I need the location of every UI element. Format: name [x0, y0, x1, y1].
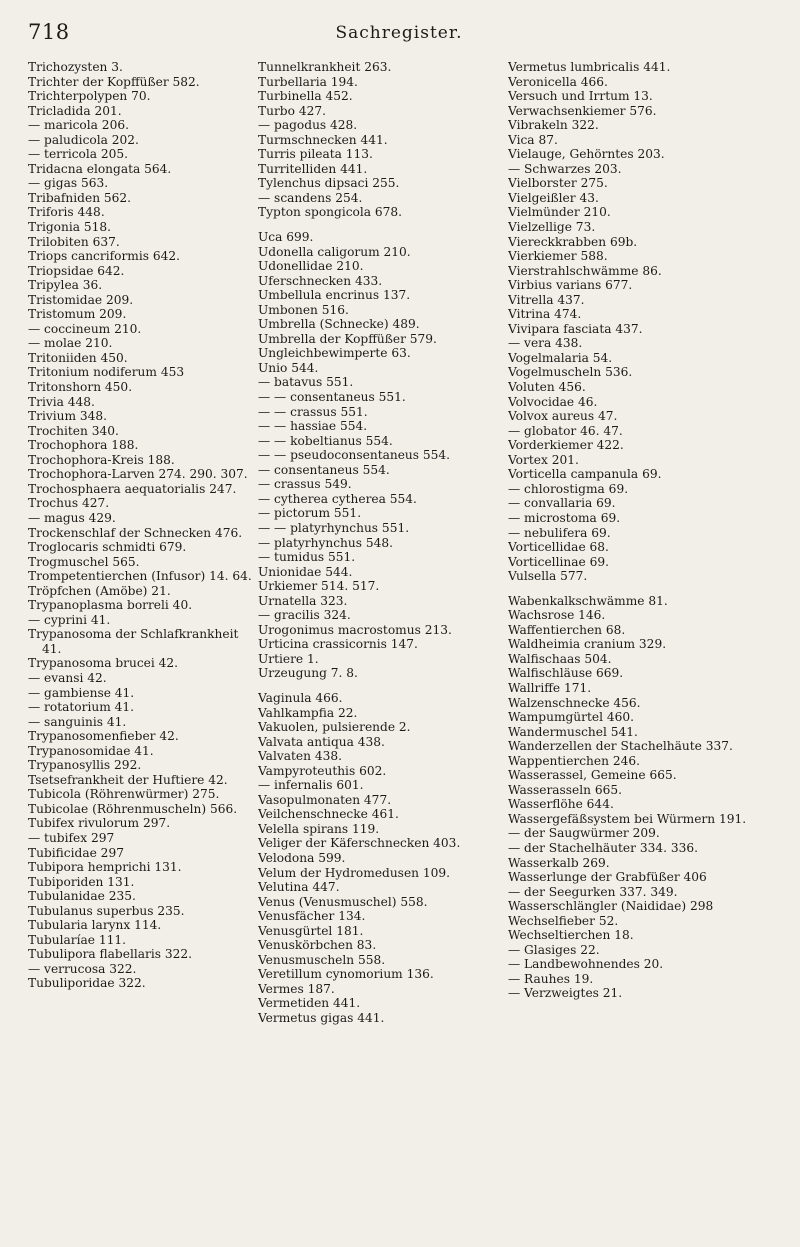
index-entry: — coccineum 210. [28, 321, 142, 336]
index-entry: Vorticellidae 68. [508, 540, 609, 555]
index-entry: Turbinella 452. [258, 89, 353, 104]
index-entry: Vulsella 577. [508, 569, 588, 584]
index-entry: Urkiemer 514. 517. [258, 579, 380, 594]
index-entry: — terricola 205. [28, 147, 129, 162]
index-entry: — pagodus 428. [258, 118, 358, 133]
index-entry: — gracilis 324. [258, 608, 351, 623]
index-entry: Valvaten 438. [258, 749, 342, 764]
index-entry: — verrucosa 322. [28, 961, 137, 976]
index-entry: — Schwarzes 203. [508, 161, 622, 176]
index-entry: — der Saugwürmer 209. [508, 826, 660, 841]
index-entry: — — pseudoconsentaneus 554. [258, 448, 451, 463]
index-entry: Velella spirans 119. [258, 821, 380, 836]
index-entry: Viereckkrabben 69b. [508, 234, 638, 249]
index-entry: — — platyrhynchus 551. [258, 520, 410, 535]
index-entry: Uca 699. [258, 230, 314, 245]
index-entry: Troglocaris schmidti 679. [28, 540, 187, 555]
index-entry: Umbrella der Kopffüßer 579. [258, 331, 437, 346]
index-entry: Tristomidae 209. [28, 292, 134, 307]
index-entry: Trochophora 188. [28, 438, 139, 453]
index-entry: Wechselfieber 52. [508, 913, 619, 928]
index-entry: Voluten 456. [508, 380, 586, 395]
index-entry: Tsetsefrankheit der Huftiere 42. [28, 772, 228, 787]
index-column-1 [28, 60, 258, 1240]
index-entry: Tubulanidae 235. [28, 889, 136, 904]
index-entry: Virbius varians 677. [508, 278, 633, 293]
index-entry: Ungleichbewimperte 63. [258, 346, 411, 361]
index-entry: Vampyroteuthis 602. [258, 763, 387, 778]
index-entry: Trockenschlaf der Schnecken 476. [28, 525, 243, 540]
page-header [28, 20, 770, 50]
index-entry: — chlorostigma 69. [508, 481, 629, 496]
index-entry: Trochophora-Larven 274. 290. 307. [28, 467, 248, 482]
index-entry: Trochus 427. [28, 496, 110, 511]
index-entry: Wasserkalb 269. [508, 855, 610, 870]
index-entry: Tubipora hemprichi 131. [28, 860, 182, 875]
index-entry: Udonella caligorum 210. [258, 244, 411, 259]
index-entry: Vitrella 437. [508, 292, 585, 307]
index-entry: Trichter der Kopffüßer 582. [28, 74, 200, 89]
index-entry: Turbo 427. [258, 103, 326, 118]
index-entry: Urticina crassicornis 147. [258, 637, 418, 652]
index-entry: Trivia 448. [28, 394, 95, 409]
index-entry: Tubifex rivulorum 297. [28, 816, 171, 831]
index-entry: Tristomum 209. [28, 307, 127, 322]
index-entry: Tubuliporidae 322. [28, 976, 146, 991]
index-entry: Vitrina 474. [508, 307, 582, 322]
index-entry: Trochosphaera aequatorialis 247. [28, 481, 237, 496]
index-entry: Wabenkalkschwämme 81. [508, 593, 668, 608]
index-entry: Vibrakeln 322. [508, 118, 599, 133]
index-entry: — Rauhes 19. [508, 971, 594, 986]
index-entry: Venusgürtel 181. [258, 923, 364, 938]
index-entry: Tylenchus dipsaci 255. [258, 176, 400, 191]
index-entry: Tritonshorn 450. [28, 380, 133, 395]
index-entry: — tubifex 297 [28, 830, 115, 845]
index-entry: Trogmuschel 565. [28, 554, 140, 569]
index-entry: Turritelliden 441. [258, 161, 368, 176]
index-entry: Wassergefäßsystem bei Würmern 191. [508, 811, 747, 826]
index-entry: Urzeugung 7. 8. [258, 666, 358, 681]
index-entry: Wandermuschel 541. [508, 724, 638, 739]
index-entry: — tumidus 551. [258, 550, 356, 565]
index-entry: Trilobiten 637. [28, 234, 120, 249]
index-entry: Tricladida 201. [28, 103, 122, 118]
index-entry: Tröpfchen (Amöbe) 21. [28, 583, 171, 598]
index-entry: Veretillum cynomorium 136. [258, 967, 434, 982]
index-entry: Tridacna elongata 564. [28, 161, 172, 176]
index-entry: Walfischaas 504. [508, 651, 612, 666]
index-entry: — paludicola 202. [28, 132, 139, 147]
index-entry: Urtiere 1. [258, 651, 319, 666]
index-entry: Trochophora-Kreis 188. [28, 452, 175, 467]
index-entry: Vielborster 275. [508, 176, 608, 191]
index-entry: — batavus 551. [258, 375, 354, 390]
index-entry: Velodona 599. [258, 850, 346, 865]
index-entry: Walzenschnecke 456. [508, 695, 641, 710]
index-entry: Tubularia larynx 114. [28, 918, 162, 933]
index-entry: Wampumgürtel 460. [508, 710, 634, 725]
index-entry: Turmschnecken 441. [258, 132, 388, 147]
index-entry: Vasopulmonaten 477. [258, 792, 392, 807]
index-entry: Triopsidae 642. [28, 263, 125, 278]
index-entry: Wasserflöhe 644. [508, 797, 614, 812]
index-entry: — der Seegurken 337. 349. [508, 884, 678, 899]
index-entry: Wallriffe 171. [508, 680, 592, 695]
index-entry: — magus 429. [28, 510, 116, 525]
index-entry: — — kobeltianus 554. [258, 433, 393, 448]
index-entry: Vahlkampfia 22. [258, 705, 358, 720]
index-column-2 [258, 60, 508, 1240]
index-entry: — scandens 254. [258, 190, 363, 205]
index-entry: Tubiporiden 131. [28, 874, 135, 889]
index-entry: Venus (Venusmuschel) 558. [258, 894, 428, 909]
index-columns [28, 60, 776, 1240]
index-entry: Vermetus lumbricalis 441. [508, 60, 671, 74]
index-entry: Vielauge, Gehörntes 203. [508, 147, 665, 162]
index-entry: Waffentierchen 68. [508, 622, 626, 637]
index-entry: Urnatella 323. [258, 593, 348, 608]
index-entry: — gambiense 41. [28, 685, 135, 700]
index-entry: Wasserlunge der Grabfüßer 406 [508, 870, 707, 885]
index-entry: Triops cancriformis 642. [28, 249, 181, 264]
index-entry: Udonellidae 210. [258, 259, 364, 274]
index-entry: — consentaneus 554. [258, 462, 390, 477]
index-entry: Vielmünder 210. [508, 205, 611, 220]
index-entry: Vielzellige 73. [508, 220, 596, 235]
index-entry: — der Stachelhäuter 334. 336. [508, 840, 698, 855]
index-column-3 [508, 60, 776, 1240]
index-entry: — — consentaneus 551. [258, 390, 406, 405]
index-entry: Venusmuscheln 558. [258, 952, 386, 967]
index-entry: Trivium 348. [28, 409, 108, 424]
index-entry: Wasserasseln 665. [508, 782, 623, 797]
index-entry: Umbellula encrinus 137. [258, 288, 411, 303]
index-entry: Trichozysten 3. [28, 60, 123, 74]
index-entry: Trypanosoma brucei 42. [28, 656, 179, 671]
index-entry: Tubificidae 297 [28, 845, 124, 860]
index-entry: Verwachsenkiemer 576. [508, 103, 657, 118]
index-entry: Tunnelkrankheit 263. [258, 60, 392, 74]
index-entry: Venusfächer 134. [258, 909, 366, 924]
index-entry: Velum der Hydromedusen 109. [258, 865, 451, 880]
index-entry: Versuch und Irrtum 13. [508, 89, 653, 104]
index-entry: Vakuolen, pulsierende 2. [258, 720, 411, 735]
index-entry: Unionidae 544. [258, 564, 353, 579]
index-entry: Vivipara fasciata 437. [508, 321, 643, 336]
index-entry: — sanguinis 41. [28, 714, 127, 729]
index-entry: Trochiten 340. [28, 423, 119, 438]
index-entry: — pictorum 551. [258, 506, 362, 521]
index-entry: Trypanosomenfieber 42. [28, 729, 179, 744]
index-entry: Volvox aureus 47. [508, 409, 618, 424]
index-entry: Vortex 201. [508, 452, 579, 467]
index-entry: Trypanosoma der Schlafkrankheit 41. [28, 627, 239, 656]
index-entry: — Verzweigtes 21. [508, 986, 623, 1001]
page-number: 718 [28, 20, 70, 44]
index-entry: — microstoma 69. [508, 510, 621, 525]
index-entry: Tribafniden 562. [28, 190, 132, 205]
index-entry: Valvata antiqua 438. [258, 734, 385, 749]
index-entry: Vermetus gigas 441. [258, 1011, 385, 1025]
index-entry: — vera 438. [508, 336, 583, 351]
index-entry: Trichterpolypen 70. [28, 89, 151, 104]
index-entry: Vogelmalaria 54. [508, 350, 613, 365]
index-entry: Trypanosomidae 41. [28, 743, 154, 758]
index-entry: — cytherea cytherea 554. [258, 491, 417, 506]
index-entry: — — hassiae 554. [258, 419, 368, 434]
index-entry: Wappentierchen 246. [508, 753, 640, 768]
index-entry: — rotatorium 41. [28, 700, 135, 715]
index-entry: Vierstrahlschwämme 86. [508, 263, 662, 278]
index-entry: Turris pileata 113. [258, 147, 373, 162]
index-entry: Walfischläuse 669. [508, 666, 624, 681]
index-entry: Vermetiden 441. [258, 996, 361, 1011]
index-entry: — globator 46. 47. [508, 423, 623, 438]
index-entry: Waldheimia cranium 329. [508, 637, 667, 652]
index-entry: Volvocidae 46. [508, 394, 598, 409]
letter-section-gap [508, 584, 776, 594]
index-entry: Urogonimus macrostomus 213. [258, 622, 452, 637]
index-entry: — infernalis 601. [258, 778, 364, 793]
index-entry: Typton spongicola 678. [258, 205, 403, 220]
index-entry: — Landbewohnendes 20. [508, 957, 664, 972]
index-entry: Veliger der Käferschnecken 403. [258, 836, 461, 851]
index-entry: Wechseltierchen 18. [508, 928, 634, 943]
index-entry: — gigas 563. [28, 176, 109, 191]
index-entry: Wasserassel, Gemeine 665. [508, 768, 677, 783]
index-entry: Vorderkiemer 422. [508, 438, 624, 453]
index-entry: Tripylea 36. [28, 278, 103, 293]
index-entry: Tubicolae (Röhrenmuscheln) 566. [28, 801, 238, 816]
index-entry: Vermes 187. [258, 981, 335, 996]
index-entry: — evansi 42. [28, 670, 107, 685]
index-entry: Tubicola (Röhrenwürmer) 275. [28, 787, 220, 802]
index-entry: Wanderzellen der Stachelhäute 337. [508, 739, 733, 754]
index-entry: Trigonia 518. [28, 220, 112, 235]
index-entry: Trompetentierchen (Infusor) 14. 64. [28, 569, 252, 584]
running-head: Sachregister. [335, 23, 463, 43]
index-entry: — maricola 206. [28, 118, 129, 133]
index-entry: Trypanoplasma borreli 40. [28, 598, 193, 613]
index-entry: Wasserschlängler (Naididae) 298 [508, 899, 714, 914]
index-entry: — molae 210. [28, 336, 113, 351]
index-entry: — crassus 549. [258, 477, 352, 492]
index-entry: Tritonium nodiferum 453 [28, 365, 185, 380]
index-entry: Wachsrose 146. [508, 608, 606, 623]
letter-section-gap [258, 220, 508, 230]
index-entry: Tubulanus superbus 235. [28, 903, 185, 918]
index-entry: Tubularíae 111. [28, 932, 127, 947]
index-entry: Vogelmuscheln 536. [508, 365, 633, 380]
index-entry: Triforis 448. [28, 205, 105, 220]
index-entry: Turbellaria 194. [258, 74, 358, 89]
index-entry: — Glasiges 22. [508, 942, 600, 957]
index-entry: Uferschnecken 433. [258, 273, 383, 288]
index-entry: Veronicella 466. [508, 74, 608, 89]
index-entry: Veilchenschnecke 461. [258, 807, 399, 822]
index-entry: Vorticella campanula 69. [508, 467, 662, 482]
index-entry: Vierkiemer 588. [508, 249, 608, 264]
letter-section-gap [258, 681, 508, 691]
index-entry: — nebulifera 69. [508, 525, 611, 540]
index-entry: — convallaria 69. [508, 496, 616, 511]
index-entry: Umbrella (Schnecke) 489. [258, 317, 420, 332]
index-entry: Venuskörbchen 83. [258, 938, 377, 953]
index-entry: Velutina 447. [258, 880, 340, 895]
index-entry: — — crassus 551. [258, 404, 368, 419]
index-entry: Vorticellinae 69. [508, 554, 609, 569]
index-entry: Vielgeißler 43. [508, 190, 599, 205]
index-entry: Trypanosyllis 292. [28, 758, 142, 773]
index-entry: Unio 544. [258, 360, 319, 375]
index-entry: Umbonen 516. [258, 302, 349, 317]
index-entry: Vica 87. [508, 132, 558, 147]
index-entry: — cyprini 41. [28, 612, 111, 627]
index-entry: Vaginula 466. [258, 690, 343, 705]
index-entry: Tubulipora flabellaris 322. [28, 947, 192, 962]
index-entry: — platyrhynchus 548. [258, 535, 394, 550]
index-entry: Tritoniiden 450. [28, 350, 128, 365]
